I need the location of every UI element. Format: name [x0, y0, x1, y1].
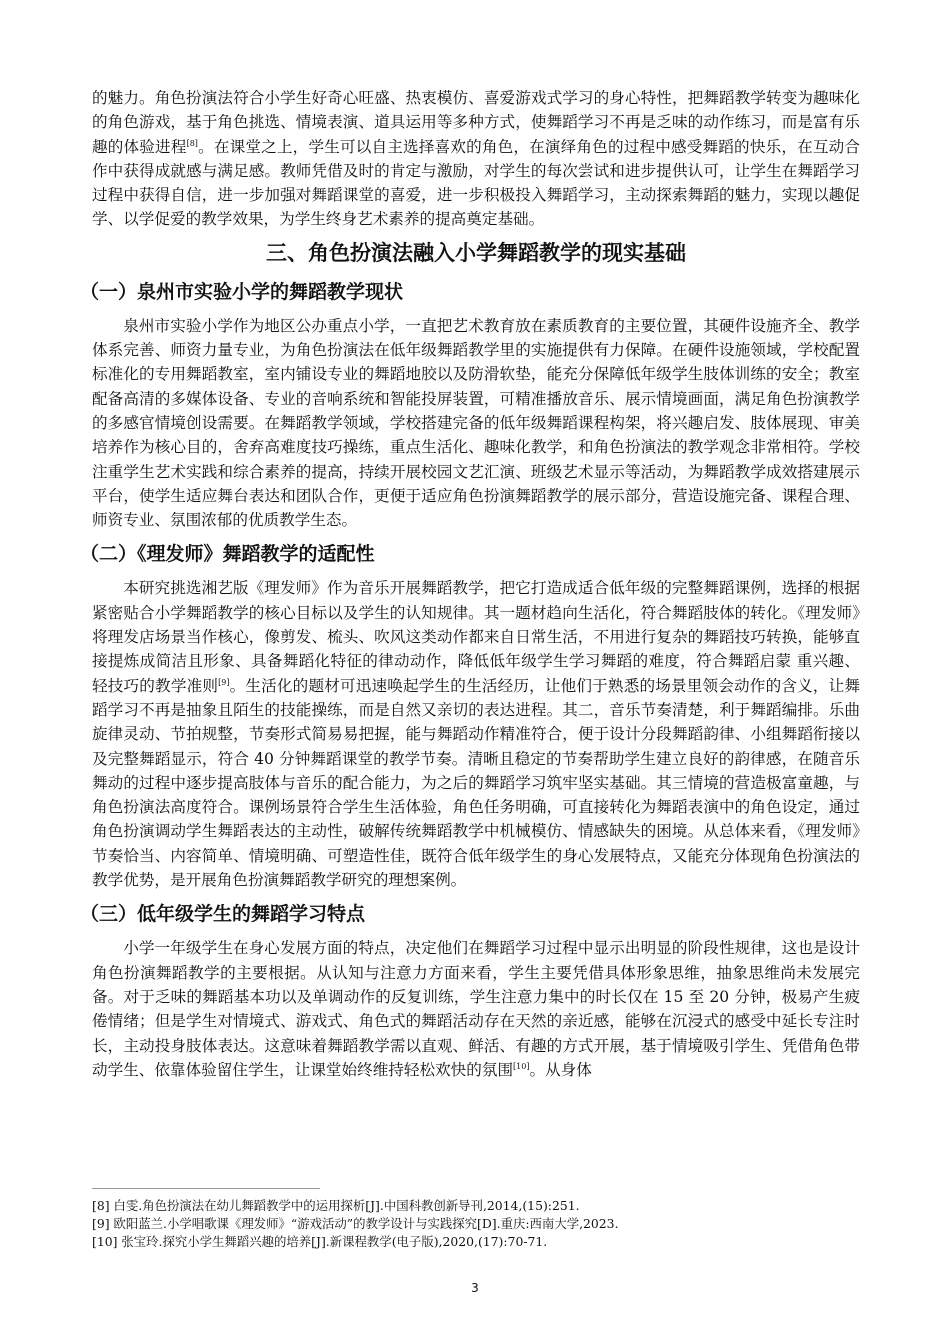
citation-ref: [8] — [186, 138, 198, 148]
section-1-paragraph: 泉州市实验小学作为地区公办重点小学，一直把艺术教育放在素质教育的主要位置，其硬件设施齐全、教学体系完善、师资力量专业，为角色扮演法在低年级舞蹈教学里的实施提供有力保障。在硬件设施领域，学校配置标准化的专用舞蹈教室，室内铺设专业的舞蹈地胶以及防滑软垫，能充分保障低年级学生肢体训练的安全；教室配备高清的多媒体设备、专业的音响系统和智能投屏装置，可精准播放音乐、展示情境画面，满足角色扮演教学的多感官情境创设需要。在舞蹈教学领域，学校搭建完备的低年级舞蹈课程构架，将兴趣启发、肢体展现、审美培养作为核心目的，舍弃高难度技巧操练，重点生活化、趣味化教学，和角色扮演法的教学观念非常相符。学校注重学生艺术实践和综合素养的提高，持续开展校园文艺汇演、班级艺术显示等活动，为舞蹈教学成效搭建展示平台，使学生适应舞台表达和团队合作，更便于适应角色扮演舞蹈教学的展示部分，营造设施完备、课程合理、师资专业、氛围浓郁的优质教学生态。 — [92, 316, 860, 530]
paragraph-text: 。从身体 — [529, 1060, 592, 1079]
citation-ref: [10] — [513, 1061, 530, 1071]
paragraph-text: 小学一年级学生在身心发展方面的特点，决定他们在舞蹈学习过程中显示出明显的阶段性规律，这也是设计角色扮演舞蹈教学的主要根据。从认知与注意力方面来看，学生主要凭借具体形象思维，抽象思维尚未发展完备。对于乏味的舞蹈基本功以及单调动作的反复训练，学生注意力集中的时长仅在 15 至 20 分钟，极易产生疲倦情绪；但是学生对情境式、游戏式、角色式的舞蹈活动存在天然的亲近感，能够在沉浸式的感受中延长专注时长，主动投身肢体表达。这意味着舞蹈教学需以直观、鲜活、有趣的方式开展，基于情境吸引学生、凭借角色带动学生、依靠体验留住学生，让课堂始终维持轻松欢快的氛围 — [92, 939, 860, 1079]
intro-paragraph — [92, 86, 860, 232]
page-number: 3 — [471, 1281, 479, 1295]
chapter-heading: 三、角色扮演法融入小学舞蹈教学的现实基础 — [266, 240, 686, 265]
footnote-8: [8] 白雯.角色扮演法在幼儿舞蹈教学中的运用探析[J].中国科教创新导刊,2014,(15):251. — [92, 1198, 580, 1213]
paragraph-text: 。在课堂之上，学生可以自主选择喜欢的角色，在演绎角色的过程中感受舞蹈的快乐，在互动合作中获得成就感与满足感。教师凭借及时的肯定与激励，对学生的每次尝试和进步提供认可，让学生在舞蹈学习过程中获得自信，进一步加强对舞蹈课堂的喜爱，进一步积极投入舞蹈学习，主动探索舞蹈的魅力，实现以趣促学、以学促爱的教学效果，为学生终身艺术素养的提高奠定基础。 — [92, 137, 860, 229]
footnote-9: [9] 欧阳蓝兰.小学唱歌课《理发师》“游戏活动”的教学设计与实践探究[D].重庆:西南大学,2023. — [92, 1216, 619, 1231]
paragraph-text: 。生活化的题材可迅速唤起学生的生活经历，让他们于熟悉的场景里领会动作的含义，让舞蹈学习不再是抽象且陌生的技能操练，而是自然又亲切的表达进程。其二，音乐节奏清楚，利于舞蹈编排。乐曲旋律灵动、节拍规整，节奏形式简易易把握，能与舞蹈动作精准符合，便于设计分段舞蹈韵律、小组舞蹈衔接以及完整舞蹈显示，符合 40 分钟舞蹈课堂的教学节奏。清晰且稳定的节奏帮助学生建立良好的韵律感，在随音乐舞动的过程中逐步提高肢体与音乐的配合能力，为之后的舞蹈学习筑牢坚实基础。其三情境的营造极富童趣，与角色扮演法高度符合。课例场景符合学生生活体验，角色任务明确，可直接转化为舞蹈表演中的角色设定，通过角色扮演调动学生舞蹈表达的主动性，破解传统舞蹈教学中机械模仿、情感缺失的困境。从总体来看，《理发师》节奏恰当、内容简单、情境明确、可塑造性佳，既符合低年级学生的身心发展特点，又能充分体现角色扮演法的教学优势，是开展角色扮演舞蹈教学研究的理想案例。 — [92, 676, 860, 890]
page-body — [80, 86, 860, 1082]
section-2-paragraph — [92, 576, 860, 892]
section-heading-2: （二）《理发师》舞蹈教学的适配性 — [80, 543, 375, 566]
citation-ref: [9] — [218, 677, 230, 687]
section-3-paragraph — [92, 936, 860, 1082]
paragraph-text: 本研究挑选湘艺版《理发师》作为音乐开展舞蹈教学，把它打造成适合低年级的完整舞蹈课例，选择的根据紧密贴合小学舞蹈教学的核心目标以及学生的认知规律。其一题材趋向生活化，符合舞蹈肢体的转化。《理发师》将理发店场景当作核心，像剪发、梳头、吹风这类动作都来自日常生活，不用进行复杂的舞蹈技巧转换，能够直接提炼成简洁且形象、具备舞蹈化特征的律动动作，降低低年级学生学习舞蹈的难度，符合舞蹈启蒙 重兴趣、轻技巧的教学准则 — [92, 579, 860, 695]
footnote-10: [10] 张宝玲.探究小学生舞蹈兴趣的培养[J].新课程教学(电子版),2020,(17):70-71. — [92, 1234, 548, 1249]
paragraph-text: 的魅力。角色扮演法符合小学生好奇心旺盛、热衷模仿、喜爱游戏式学习的身心特性，把舞蹈教学转变为趣味化的角色游戏，基于角色挑选、情境表演、道具运用等多种方式，使舞蹈学习不再是乏味的动作练习，而是富有乐趣的体验进程 — [92, 89, 860, 156]
footnote-divider — [92, 1188, 320, 1189]
section-heading-3: （三）低年级学生的舞蹈学习特点 — [80, 903, 366, 926]
footnotes — [92, 1197, 892, 1251]
section-heading-1: （一）泉州市实验小学的舞蹈教学现状 — [80, 280, 404, 303]
